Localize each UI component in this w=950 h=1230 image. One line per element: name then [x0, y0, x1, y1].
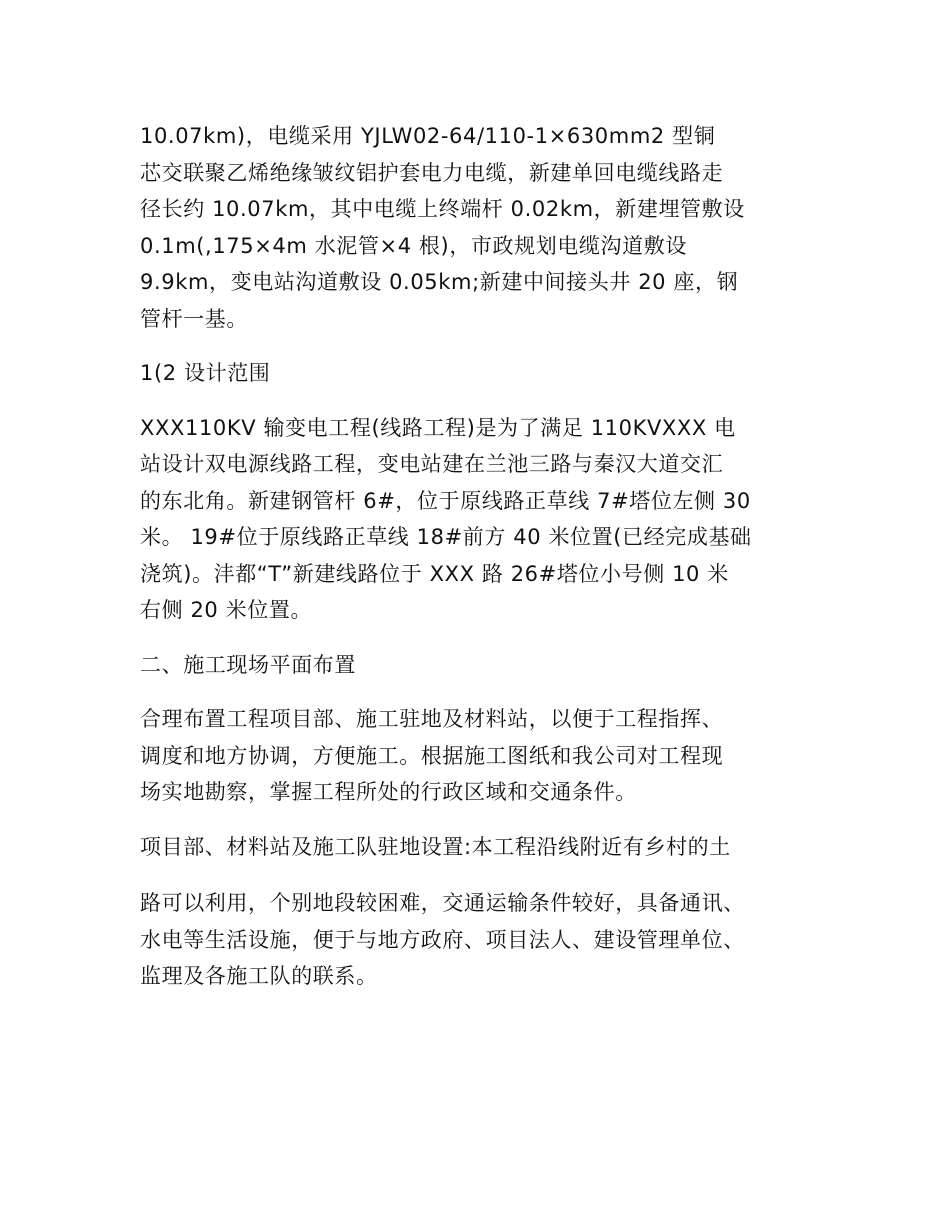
text-line: 合理布置工程项目部、施工驻地及材料站，以便于工程指挥、: [140, 707, 724, 731]
paragraph-cable-overview: [140, 118, 820, 337]
text-line: 场实地勘察，掌握工程所处的行政区域和交通条件。: [140, 780, 637, 804]
text-line: 10.07km)，电缆采用 YJLW02-64/110-1×630mm2 型铜: [140, 124, 716, 148]
section-heading-design-scope: [140, 355, 820, 392]
paragraph-design-scope: [140, 410, 820, 629]
text-line: 芯交联聚乙烯绝缘皱纹铝护套电力电缆，新建单回电缆线路走: [140, 160, 724, 185]
paragraph-transport-conditions: [140, 885, 820, 995]
paragraph-site-arrangement: [140, 701, 820, 811]
text-line: XXX110KV 输变电工程(线路工程)是为了满足 110KVXXX 电: [140, 415, 736, 440]
section-heading-site-layout: [140, 647, 820, 684]
text-line: 0.1m(,175×4m 水泥管×4 根)，市政规划电缆沟道敷设: [140, 233, 687, 258]
document-page: [140, 118, 820, 1013]
text-line: 管杆一基。: [140, 306, 248, 331]
text-line: 米。 19#位于原线路正草线 18#前方 40 米位置(已经完成基础: [140, 525, 752, 549]
text-line: 站设计双电源线路工程，变电站建在兰池三路与秦汉大道交汇: [140, 452, 724, 476]
text-line: 径长约 10.07km，其中电缆上终端杆 0.02km，新建埋管敷设: [140, 197, 745, 221]
paragraph-camp-setup: [140, 829, 820, 866]
text-line: 水电等生活设施，便于与地方政府、项目法人、建设管理单位、: [140, 927, 745, 952]
text-line: 右侧 20 米位置。: [140, 598, 313, 622]
text-line: 调度和地方协调，方便施工。根据施工图纸和我公司对工程现: [140, 743, 724, 768]
heading-text: 二、施工现场平面布置: [140, 652, 356, 677]
text-line: 浇筑)。沣都“T”新建线路位于 XXX 路 26#塔位小号侧 10 米: [140, 561, 729, 586]
text-line: 的东北角。新建钢管杆 6#，位于原线路正草线 7#塔位左侧 30: [140, 488, 751, 513]
text-line: 项目部、材料站及施工队驻地设置:本工程沿线附近有乡村的土: [140, 834, 731, 859]
heading-text: 1(2 设计范围: [140, 361, 271, 385]
text-line: 9.9km，变电站沟道敷设 0.05km;新建中间接头井 20 座，钢: [140, 270, 739, 294]
text-line: 路可以利用，个别地段较困难，交通运输条件较好，具备通讯、: [140, 891, 745, 915]
text-line: 监理及各施工队的联系。: [140, 964, 378, 988]
